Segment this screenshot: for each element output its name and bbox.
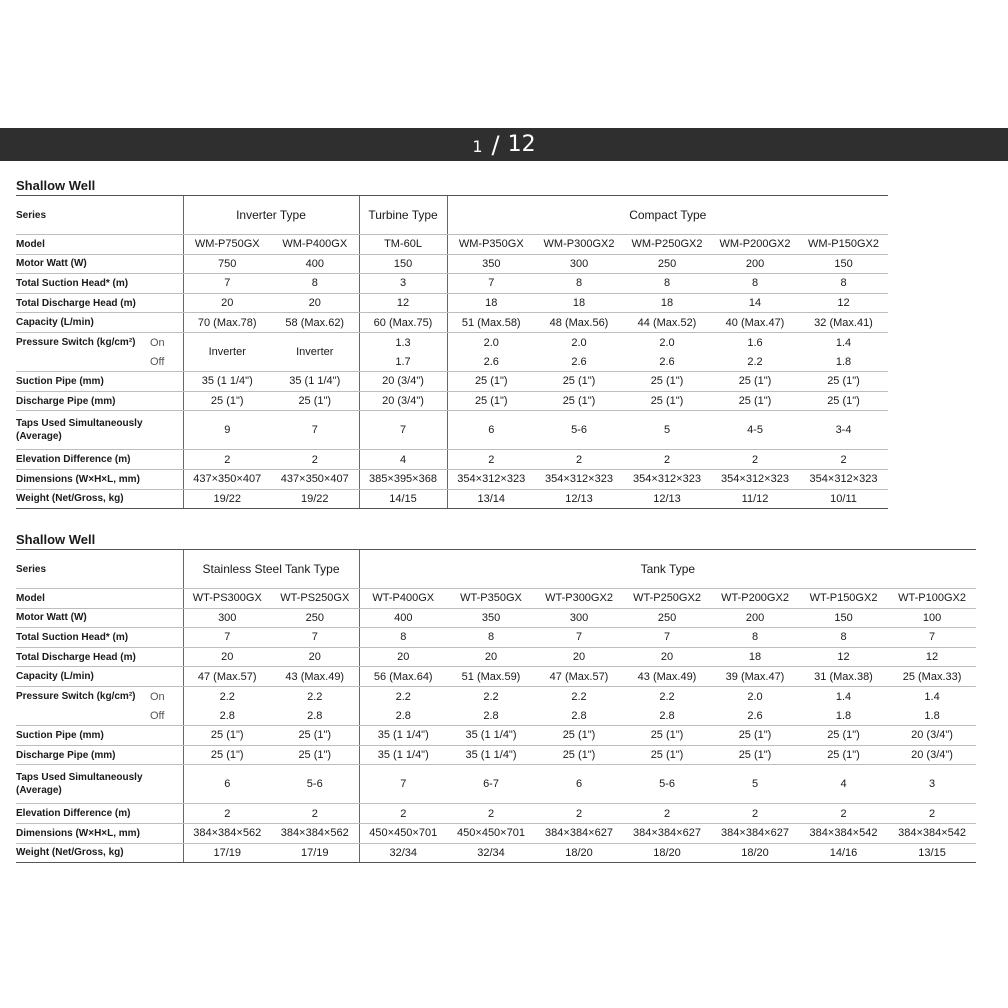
cell: 354×312×323 <box>447 469 535 489</box>
cell: 2 <box>447 804 535 824</box>
cell: 32/34 <box>447 843 535 863</box>
row-label: Taps Used Simultaneously (Average) <box>16 411 183 450</box>
row-label: Suction Pipe (mm) <box>16 726 183 746</box>
cell: WT-P400GX <box>359 589 447 609</box>
cell: 354×312×323 <box>535 469 623 489</box>
row-label: Pressure Switch (kg/cm²) <box>16 691 136 703</box>
cell: 2 <box>535 804 623 824</box>
dimensions-row <box>16 469 888 489</box>
cell: 8 <box>271 274 359 294</box>
cell: 25 (1") <box>711 372 799 392</box>
cell: 5-6 <box>271 765 359 804</box>
cell: 13/14 <box>447 489 535 509</box>
cell: 35 (1 1/4") <box>359 745 447 765</box>
cell: 19/22 <box>271 489 359 509</box>
discharge-head-row <box>16 647 976 667</box>
cell: WT-P350GX <box>447 589 535 609</box>
cell: 2 <box>888 804 976 824</box>
cell: 25 (1") <box>183 391 271 411</box>
cell: 14/15 <box>359 489 447 509</box>
cell: 400 <box>271 254 359 274</box>
capacity-row <box>16 313 888 333</box>
suction-head-row <box>16 628 976 648</box>
cell: 25 (1") <box>535 726 623 746</box>
cell: 18/20 <box>711 843 799 863</box>
cell: 20 <box>359 647 447 667</box>
cell: 20 <box>183 293 271 313</box>
cell: 2.6 <box>711 706 799 726</box>
cell: 12/13 <box>535 489 623 509</box>
cell: 12 <box>799 293 888 313</box>
elevation-row <box>16 804 976 824</box>
cell: 300 <box>535 608 623 628</box>
cell: 450×450×701 <box>359 823 447 843</box>
cell: 35 (1 1/4") <box>359 726 447 746</box>
sub-label: Off <box>146 706 183 726</box>
cell: Inverter <box>271 332 359 371</box>
cell: 2.6 <box>535 352 623 372</box>
cell: 2.2 <box>711 352 799 372</box>
cell: 100 <box>888 608 976 628</box>
cell: 2.2 <box>659 690 675 703</box>
page-separator: / <box>491 130 500 159</box>
cell: 6 <box>447 411 535 450</box>
cell: 1.8 <box>799 352 888 372</box>
row-label: Weight (Net/Gross, kg) <box>16 489 183 509</box>
cell: 1.3 <box>359 332 447 352</box>
cell: 25 (1") <box>799 745 888 765</box>
cell: 7 <box>183 274 271 294</box>
cell: 9 <box>183 411 271 450</box>
cell: 437×350×407 <box>271 469 359 489</box>
cell: 2.8 <box>271 706 359 726</box>
row-label: Pressure Switch (kg/cm²) <box>16 337 136 349</box>
cell: 1.8 <box>799 706 888 726</box>
row-label: Total Suction Head* (m) <box>16 628 183 648</box>
cell: 18/20 <box>535 843 623 863</box>
cell: 25 (1") <box>623 745 711 765</box>
taps-row <box>16 765 976 804</box>
cell: 2.0 <box>747 690 763 703</box>
cell: 2 <box>799 804 888 824</box>
cell: 18 <box>535 293 623 313</box>
sub-label: Off <box>146 352 183 372</box>
cell: 47 (Max.57) <box>183 667 271 687</box>
cell: 20 <box>623 647 711 667</box>
cell: 43 (Max.49) <box>623 667 711 687</box>
cell: 2 <box>359 804 447 824</box>
cell: 250 <box>623 254 711 274</box>
cell: 2.8 <box>183 706 271 726</box>
cell: 750 <box>183 254 271 274</box>
series-group: Tank Type <box>359 550 976 589</box>
series-row <box>16 550 976 589</box>
cell: 48 (Max.56) <box>535 313 623 333</box>
pressure-off-row <box>16 352 888 372</box>
cell: 25 (1") <box>271 391 359 411</box>
cell: 25 (1") <box>799 391 888 411</box>
dimensions-row <box>16 823 976 843</box>
cell: 8 <box>623 274 711 294</box>
row-label: Elevation Difference (m) <box>16 804 183 824</box>
cell: 25 (Max.33) <box>888 667 976 687</box>
row-label: Model <box>16 589 183 609</box>
cell: 1.7 <box>359 352 447 372</box>
cell: WT-PS300GX <box>183 589 271 609</box>
cell: 2.2 <box>483 690 499 703</box>
cell: 43 (Max.49) <box>271 667 359 687</box>
cell: 35 (1 1/4") <box>271 372 359 392</box>
row-label: Series <box>16 196 183 235</box>
discharge-head-row <box>16 293 888 313</box>
cell: WT-P250GX2 <box>623 589 711 609</box>
cell: 7 <box>271 411 359 450</box>
cell: 25 (1") <box>535 372 623 392</box>
cell: 51 (Max.58) <box>447 313 535 333</box>
cell: 2.6 <box>447 352 535 372</box>
cell: 1.6 <box>747 336 763 349</box>
cell: WM-P300GX2 <box>535 235 623 255</box>
cell: 25 (1") <box>183 745 271 765</box>
cell: 13/15 <box>888 843 976 863</box>
row-label: Dimensions (W×H×L, mm) <box>16 823 183 843</box>
cell: 70 (Max.78) <box>183 313 271 333</box>
cell: 384×384×542 <box>888 823 976 843</box>
cell: 56 (Max.64) <box>359 667 447 687</box>
series-group: Stainless Steel Tank Type <box>183 550 359 589</box>
cell: 2 <box>623 804 711 824</box>
row-label-spacer <box>16 352 146 372</box>
cell: 350 <box>447 254 535 274</box>
cell: 6-7 <box>447 765 535 804</box>
capacity-row <box>16 667 976 687</box>
cell: 384×384×542 <box>799 823 888 843</box>
cell: 2.0 <box>447 332 535 352</box>
cell: WM-P200GX2 <box>711 235 799 255</box>
cell: 25 (1") <box>711 391 799 411</box>
cell: 8 <box>447 628 535 648</box>
cell: 25 (1") <box>271 745 359 765</box>
cell: 60 (Max.75) <box>359 313 447 333</box>
discharge-pipe-row <box>16 391 888 411</box>
cell: 14 <box>711 293 799 313</box>
cell: 384×384×562 <box>183 823 271 843</box>
cell: 31 (Max.38) <box>799 667 888 687</box>
section-title: Shallow Well <box>16 532 96 547</box>
cell: 20 <box>447 647 535 667</box>
row-label: Weight (Net/Gross, kg) <box>16 843 183 863</box>
weight-row <box>16 489 888 509</box>
cell: 200 <box>711 608 799 628</box>
cell: 4 <box>359 450 447 470</box>
cell: 25 (1") <box>711 745 799 765</box>
cell: 8 <box>711 628 799 648</box>
series-group: Compact Type <box>447 196 888 235</box>
cell: WT-PS250GX <box>271 589 359 609</box>
row-label: Discharge Pipe (mm) <box>16 391 183 411</box>
cell: 25 (1") <box>447 372 535 392</box>
row-label: Capacity (L/min) <box>16 313 183 333</box>
cell: 384×384×562 <box>271 823 359 843</box>
cell: 35 (1 1/4") <box>447 726 535 746</box>
cell: 25 (1") <box>183 726 271 746</box>
cell: 32/34 <box>359 843 447 863</box>
cell: 354×312×323 <box>711 469 799 489</box>
total-pages: 12 <box>507 132 536 157</box>
cell: TM-60L <box>359 235 447 255</box>
row-label-spacer <box>16 706 146 726</box>
cell: 40 (Max.47) <box>711 313 799 333</box>
row-label: Total Discharge Head (m) <box>16 647 183 667</box>
cell: 2 <box>799 450 888 470</box>
cell: 5 <box>623 411 711 450</box>
cell: 5-6 <box>623 765 711 804</box>
cell: 18 <box>447 293 535 313</box>
sub-label: On <box>150 690 165 703</box>
cell: 6 <box>535 765 623 804</box>
cell: 8 <box>359 628 447 648</box>
cell: 25 (1") <box>711 726 799 746</box>
cell: 7 <box>359 411 447 450</box>
cell: 2 <box>623 450 711 470</box>
spec-table-2 <box>16 549 976 863</box>
cell: 150 <box>359 254 447 274</box>
row-label: Capacity (L/min) <box>16 667 183 687</box>
sub-label: On <box>150 336 165 349</box>
cell: Inverter <box>183 332 271 371</box>
cell: 20 (3/4") <box>888 745 976 765</box>
cell: 25 (1") <box>799 726 888 746</box>
suction-head-row <box>16 274 888 294</box>
cell: WM-P350GX <box>447 235 535 255</box>
cell: 400 <box>359 608 447 628</box>
cell: 25 (1") <box>623 372 711 392</box>
cell: 2 <box>535 450 623 470</box>
cell: 4-5 <box>711 411 799 450</box>
cell: WM-P150GX2 <box>799 235 888 255</box>
current-page: 1 <box>472 137 483 156</box>
row-label: Total Discharge Head (m) <box>16 293 183 313</box>
cell: 7 <box>271 628 359 648</box>
motor-watt-row <box>16 608 976 628</box>
cell: 18 <box>623 293 711 313</box>
cell: WT-P150GX2 <box>799 589 888 609</box>
cell: 20 (3/4") <box>359 391 447 411</box>
cell: WM-P400GX <box>271 235 359 255</box>
cell: 450×450×701 <box>447 823 535 843</box>
cell: 20 <box>183 647 271 667</box>
cell: 2 <box>447 450 535 470</box>
cell: 2.8 <box>623 706 711 726</box>
cell: 354×312×323 <box>799 469 888 489</box>
cell: 2.2 <box>571 690 587 703</box>
cell: 58 (Max.62) <box>271 313 359 333</box>
row-label: Motor Watt (W) <box>16 608 183 628</box>
cell: 7 <box>447 274 535 294</box>
pressure-on-row <box>16 332 888 352</box>
cell: 6 <box>183 765 271 804</box>
elevation-row <box>16 450 888 470</box>
series-group: Turbine Type <box>359 196 447 235</box>
cell: 20 (3/4") <box>359 372 447 392</box>
row-label: Dimensions (W×H×L, mm) <box>16 469 183 489</box>
cell: 39 (Max.47) <box>711 667 799 687</box>
cell: 18/20 <box>623 843 711 863</box>
row-label: Motor Watt (W) <box>16 254 183 274</box>
spec-section-1 <box>16 177 888 509</box>
cell: 18 <box>711 647 799 667</box>
cell: 12 <box>799 647 888 667</box>
cell: WM-P250GX2 <box>623 235 711 255</box>
series-row <box>16 196 888 235</box>
cell: 5-6 <box>535 411 623 450</box>
cell: 10/11 <box>799 489 888 509</box>
cell: WT-P200GX2 <box>711 589 799 609</box>
cell: 20 <box>535 647 623 667</box>
cell: 1.4 <box>924 690 940 703</box>
cell: 200 <box>711 254 799 274</box>
cell: 12 <box>359 293 447 313</box>
row-label: Elevation Difference (m) <box>16 450 183 470</box>
cell: 17/19 <box>183 843 271 863</box>
cell: 44 (Max.52) <box>623 313 711 333</box>
cell: 250 <box>623 608 711 628</box>
cell: 150 <box>799 254 888 274</box>
taps-row <box>16 411 888 450</box>
cell: 7 <box>888 628 976 648</box>
cell: WT-P300GX2 <box>535 589 623 609</box>
suction-pipe-row <box>16 372 888 392</box>
cell: 25 (1") <box>535 391 623 411</box>
cell: 2 <box>271 450 359 470</box>
cell: 25 (1") <box>447 391 535 411</box>
cell: 2 <box>711 804 799 824</box>
series-group: Inverter Type <box>183 196 359 235</box>
cell: 3-4 <box>799 411 888 450</box>
cell: 25 (1") <box>535 745 623 765</box>
cell: 8 <box>535 274 623 294</box>
row-label: Taps Used Simultaneously (Average) <box>16 765 183 804</box>
motor-watt-row <box>16 254 888 274</box>
cell: 19/22 <box>183 489 271 509</box>
cell: WM-P750GX <box>183 235 271 255</box>
cell: 384×384×627 <box>623 823 711 843</box>
pressure-off-row <box>16 706 976 726</box>
cell: 2 <box>183 804 271 824</box>
page-indicator-bar <box>0 128 1008 161</box>
cell: 25 (1") <box>799 372 888 392</box>
cell: 2.6 <box>623 352 711 372</box>
cell: 384×384×627 <box>535 823 623 843</box>
cell: 2 <box>711 450 799 470</box>
cell: 25 (1") <box>623 391 711 411</box>
cell: 4 <box>799 765 888 804</box>
cell: 5 <box>711 765 799 804</box>
weight-row <box>16 843 976 863</box>
row-label: Suction Pipe (mm) <box>16 372 183 392</box>
cell: 1.4 <box>835 336 852 349</box>
cell: 7 <box>359 765 447 804</box>
cell: 300 <box>183 608 271 628</box>
pressure-on-row <box>16 686 976 706</box>
cell: 35 (1 1/4") <box>447 745 535 765</box>
cell: 3 <box>359 274 447 294</box>
row-label: Total Suction Head* (m) <box>16 274 183 294</box>
discharge-pipe-row <box>16 745 976 765</box>
cell: 7 <box>623 628 711 648</box>
cell: 2.8 <box>447 706 535 726</box>
cell: 437×350×407 <box>183 469 271 489</box>
cell: 2 <box>183 450 271 470</box>
cell: 7 <box>535 628 623 648</box>
cell: 2.8 <box>535 706 623 726</box>
cell: 47 (Max.57) <box>535 667 623 687</box>
cell: 11/12 <box>711 489 799 509</box>
cell: 3 <box>888 765 976 804</box>
cell: 8 <box>799 274 888 294</box>
spec-section-2 <box>16 531 967 863</box>
cell: 2.2 <box>183 686 271 706</box>
cell: 150 <box>799 608 888 628</box>
cell: 32 (Max.41) <box>799 313 888 333</box>
cell: 354×312×323 <box>623 469 711 489</box>
cell: 1.4 <box>835 690 852 703</box>
cell: 35 (1 1/4") <box>183 372 271 392</box>
cell: 20 <box>271 293 359 313</box>
cell: 384×384×627 <box>711 823 799 843</box>
cell: 20 (3/4") <box>888 726 976 746</box>
cell: 25 (1") <box>271 726 359 746</box>
suction-pipe-row <box>16 726 976 746</box>
cell: WT-P100GX2 <box>888 589 976 609</box>
cell: 350 <box>447 608 535 628</box>
cell: 385×395×368 <box>359 469 447 489</box>
cell: 17/19 <box>271 843 359 863</box>
row-label: Model <box>16 235 183 255</box>
cell: 2 <box>271 804 359 824</box>
cell: 8 <box>799 628 888 648</box>
cell: 14/16 <box>799 843 888 863</box>
cell: 12 <box>888 647 976 667</box>
cell: 12/13 <box>623 489 711 509</box>
cell: 7 <box>183 628 271 648</box>
cell: 2.2 <box>359 686 447 706</box>
section-title: Shallow Well <box>16 178 96 193</box>
model-row <box>16 235 888 255</box>
cell: 2.0 <box>659 336 675 349</box>
cell: 20 <box>271 647 359 667</box>
row-label: Series <box>16 550 183 589</box>
row-label: Discharge Pipe (mm) <box>16 745 183 765</box>
cell: 250 <box>271 608 359 628</box>
cell: 2.0 <box>571 336 587 349</box>
cell: 300 <box>535 254 623 274</box>
cell: 8 <box>711 274 799 294</box>
cell: 25 (1") <box>623 726 711 746</box>
cell: 1.8 <box>888 706 976 726</box>
cell: 2.2 <box>307 690 323 703</box>
spec-table-1 <box>16 195 888 509</box>
model-row <box>16 589 976 609</box>
cell: 51 (Max.59) <box>447 667 535 687</box>
cell: 2.8 <box>359 706 447 726</box>
